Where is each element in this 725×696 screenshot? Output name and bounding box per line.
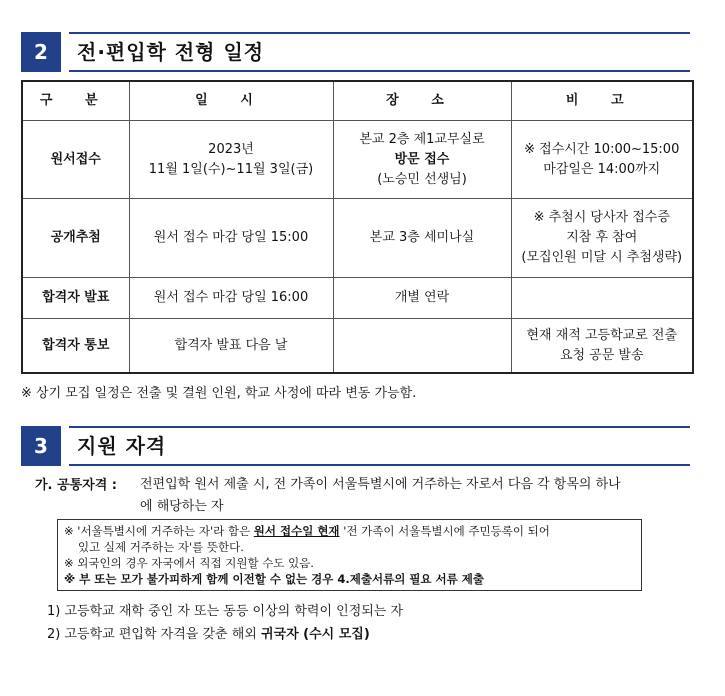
date-cell: [129, 121, 333, 199]
cell-text: ※ 추첨시 당사자 접수증: [533, 210, 670, 225]
row-label: 공개추첨: [22, 199, 129, 278]
qualification-line: 전편입학 원서 제출 시, 전 가족이 서울특별시에 거주하는 자로서 다음 각 항목의 하나: [140, 477, 621, 492]
table-row: [22, 278, 693, 319]
table-header-row: [22, 81, 693, 121]
divider: [69, 32, 690, 34]
cell-text: 요청 공문 발송: [559, 347, 644, 363]
cell-text: 지참 후 참여: [566, 230, 638, 245]
notice-line: 있고 실제 거주하는 자'를 뜻한다.: [78, 540, 244, 554]
list-text: 2) 고등학교 편입학 자격을 갖춘 해외: [47, 627, 261, 642]
cell-text: 개별 연락: [394, 290, 450, 305]
note-cell: [511, 319, 693, 374]
notice-text: ※ '서울특별시에 거주하는 자'라 함은: [64, 524, 254, 538]
section-number: 3: [21, 426, 61, 466]
column-header: 구 분: [22, 81, 129, 121]
cell-text: 현재 재적 고등학교로 전출: [526, 327, 678, 343]
qualification-label: 가. 공통자격 :: [35, 478, 117, 493]
row-label: 원서접수: [22, 121, 129, 199]
section-title: 전·편입학 전형 일정: [77, 40, 265, 64]
column-header: 일 시: [129, 81, 333, 121]
notice-line: ※ 부 또는 모가 불가피하게 함께 이전할 수 없는 경우 4.제출서류의 필요 서류 제출: [64, 572, 484, 586]
place-cell: [333, 121, 511, 199]
cell-text: 원서 접수 마감 당일 15:00: [153, 230, 309, 245]
place-cell: [333, 319, 511, 374]
date-cell: [129, 278, 333, 319]
cell-text: 본교 3층 세미나실: [369, 230, 475, 245]
list-item: 1) 고등학교 재학 중인 자 또는 동등 이상의 학력이 인정되는 자: [47, 604, 404, 619]
place-cell: [333, 199, 511, 278]
notice-line: [64, 523, 635, 539]
schedule-note: ※ 상기 모집 일정은 전출 및 결원 인원, 학교 사정에 따라 변동 가능함.: [21, 386, 417, 401]
notice-emphasis: 원서 접수일 현재: [253, 524, 340, 538]
divider: [69, 464, 690, 466]
section-2-header: [21, 32, 690, 72]
qualification-text: [140, 474, 700, 518]
cell-text: 방문 접수: [394, 151, 450, 167]
notice-box: [57, 519, 642, 591]
table-row: [22, 199, 693, 278]
table-row: [22, 121, 693, 199]
date-cell: [129, 319, 333, 374]
date-cell: [129, 199, 333, 278]
divider: [69, 70, 690, 72]
table-row: [22, 319, 693, 374]
row-label: 합격자 통보: [22, 319, 129, 374]
column-header: 장 소: [333, 81, 511, 121]
list-emphasis: 귀국자 (수시 모집): [260, 627, 370, 642]
notice-text: '전 가족이 서울특별시에 주민등록이 되어: [339, 524, 550, 538]
cell-text: 11월 1일(수)~11월 3일(금): [148, 161, 314, 177]
cell-text: 합격자 발표 다음 날: [174, 337, 288, 353]
cell-text: 마감일은 14:00까지: [543, 161, 661, 177]
section-title: 지원 자격: [77, 434, 167, 458]
qualification-line: 에 해당하는 자: [140, 499, 224, 514]
note-cell: [511, 121, 693, 199]
cell-text: (모집인원 미달 시 추첨생략): [521, 250, 683, 265]
cell-text: (노승민 선생님): [377, 171, 467, 187]
column-header: 비 고: [511, 81, 693, 121]
note-cell: [511, 199, 693, 278]
list-item: [47, 623, 370, 642]
note-cell: [511, 278, 693, 319]
section-number: 2: [21, 32, 61, 72]
cell-text: 2023년: [208, 141, 254, 157]
schedule-table: [21, 80, 694, 374]
cell-text: ※ 접수시간 10:00~15:00: [524, 141, 680, 157]
place-cell: [333, 278, 511, 319]
cell-text: 원서 접수 마감 당일 16:00: [153, 290, 309, 305]
row-label: 합격자 발표: [22, 278, 129, 319]
cell-text: 본교 2층 제1교무실로: [359, 131, 485, 147]
section-3-header: [21, 426, 690, 466]
notice-line: ※ 외국인의 경우 자국에서 직접 지원할 수도 있음.: [64, 556, 314, 570]
divider: [69, 426, 690, 428]
